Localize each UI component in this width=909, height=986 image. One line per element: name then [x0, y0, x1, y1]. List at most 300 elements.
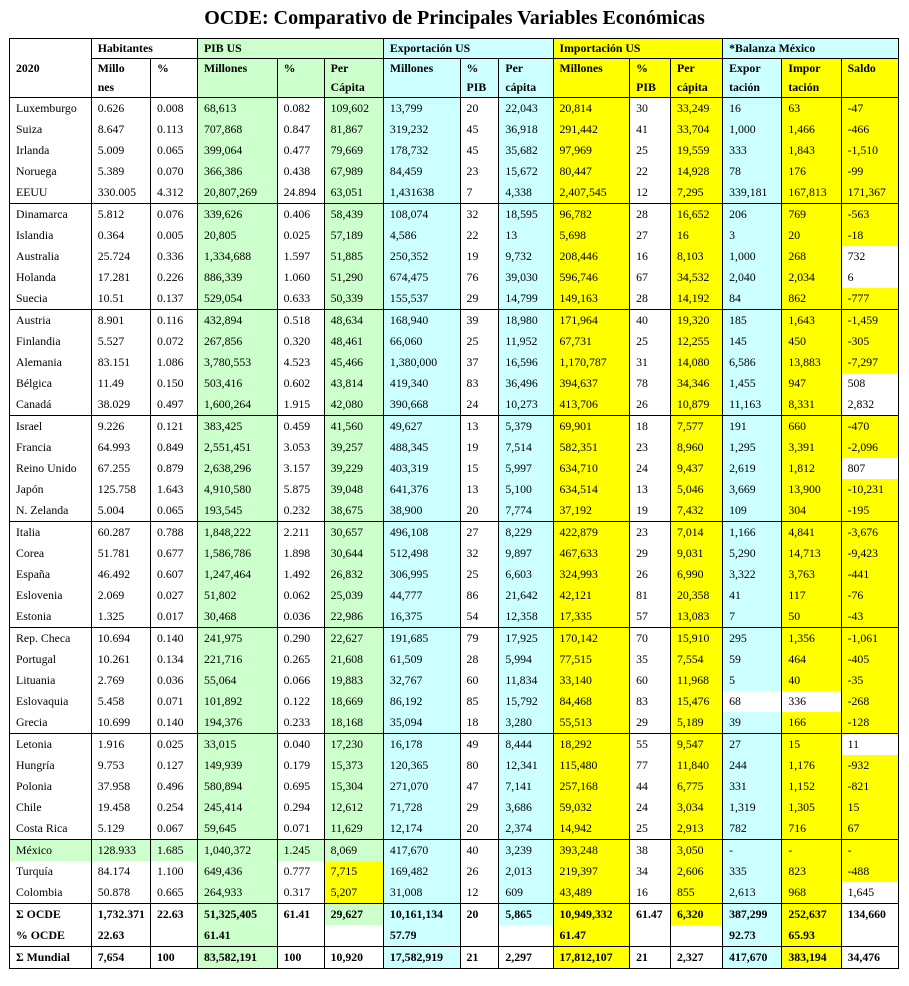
value-cell: 19.458: [91, 797, 150, 818]
value-cell: 11,629: [324, 818, 383, 840]
value-cell: 5,189: [671, 712, 723, 734]
value-cell: 128.933: [91, 840, 150, 862]
header-cell: [841, 78, 898, 98]
header-cell: PIB: [630, 78, 671, 98]
value-cell: 81: [630, 585, 671, 606]
value-cell: 37,192: [553, 500, 630, 522]
value-cell: 0.665: [150, 882, 197, 904]
header-cell: Per: [499, 59, 553, 79]
value-cell: 6,603: [499, 564, 553, 585]
value-cell: 170,142: [553, 628, 630, 650]
total-value: 17,812,107: [553, 947, 630, 969]
value-cell: 59: [723, 649, 782, 670]
total-value: 387,299: [723, 904, 782, 926]
value-cell: 80,447: [553, 161, 630, 182]
value-cell: 14,799: [499, 288, 553, 310]
value-cell: 8.901: [91, 310, 150, 332]
header-cell: Millo: [91, 59, 150, 79]
value-cell: 0.036: [277, 606, 324, 628]
value-cell: 10.261: [91, 649, 150, 670]
value-cell: 3,763: [782, 564, 841, 585]
total-value: [630, 925, 671, 947]
value-cell: 0.477: [277, 140, 324, 161]
value-cell: 7: [723, 606, 782, 628]
value-cell: 9.226: [91, 416, 150, 438]
value-cell: 862: [782, 288, 841, 310]
value-cell: 5: [723, 670, 782, 691]
value-cell: 68,613: [197, 98, 277, 120]
value-cell: 0.233: [277, 712, 324, 734]
value-cell: 5,046: [671, 479, 723, 500]
value-cell: 24: [460, 394, 499, 416]
country-cell: España: [10, 564, 92, 585]
country-cell: Israel: [10, 416, 92, 438]
value-cell: 0.879: [150, 458, 197, 479]
value-cell: 5.129: [91, 818, 150, 840]
value-cell: 264,933: [197, 882, 277, 904]
value-cell: 9.753: [91, 755, 150, 776]
value-cell: 120,365: [383, 755, 460, 776]
value-cell: 67,989: [324, 161, 383, 182]
value-cell: 7,577: [671, 416, 723, 438]
value-cell: 0.254: [150, 797, 197, 818]
value-cell: 0.062: [277, 585, 324, 606]
value-cell: 16: [723, 98, 782, 120]
value-cell: 7,715: [324, 861, 383, 882]
value-cell: 18,595: [499, 204, 553, 226]
value-cell: 14,942: [553, 818, 630, 840]
value-cell: 394,637: [553, 373, 630, 394]
country-cell: Suiza: [10, 119, 92, 140]
value-cell: 0.082: [277, 98, 324, 120]
value-cell: 171,964: [553, 310, 630, 332]
header-cell: %: [630, 59, 671, 79]
total-value: [277, 925, 324, 947]
value-cell: 166: [782, 712, 841, 734]
value-cell: 3,686: [499, 797, 553, 818]
country-cell: Japón: [10, 479, 92, 500]
value-cell: 45,466: [324, 352, 383, 373]
value-cell: 390,668: [383, 394, 460, 416]
value-cell: 0.788: [150, 522, 197, 544]
value-cell: 63,051: [324, 182, 383, 204]
table-row: [10, 267, 899, 288]
value-cell: 5.812: [91, 204, 150, 226]
value-cell: 86: [460, 585, 499, 606]
value-cell: 0.677: [150, 543, 197, 564]
header-cell: %: [460, 59, 499, 79]
header-cell: [277, 78, 324, 98]
table-row: [10, 797, 899, 818]
value-cell: 14,192: [671, 288, 723, 310]
total-value: 17,582,919: [383, 947, 460, 969]
total-value: [499, 925, 553, 947]
value-cell: 86,192: [383, 691, 460, 712]
value-cell: -76: [841, 585, 898, 606]
value-cell: -466: [841, 119, 898, 140]
value-cell: 3,322: [723, 564, 782, 585]
value-cell: 191: [723, 416, 782, 438]
value-cell: 155,537: [383, 288, 460, 310]
value-cell: -7,297: [841, 352, 898, 373]
header-cell: Millones: [553, 59, 630, 79]
value-cell: 33,704: [671, 119, 723, 140]
value-cell: 0.633: [277, 288, 324, 310]
total-value: 65.93: [782, 925, 841, 947]
value-cell: 8,229: [499, 522, 553, 544]
value-cell: 44,777: [383, 585, 460, 606]
value-cell: 11.49: [91, 373, 150, 394]
value-cell: 96,782: [553, 204, 630, 226]
table-row: [10, 649, 899, 670]
value-cell: 0.072: [150, 331, 197, 352]
value-cell: 108,074: [383, 204, 460, 226]
value-cell: 27: [460, 522, 499, 544]
total-value: 22.63: [91, 925, 150, 947]
value-cell: 36,496: [499, 373, 553, 394]
value-cell: 5,100: [499, 479, 553, 500]
value-cell: 1,334,688: [197, 246, 277, 267]
total-label: % OCDE: [10, 925, 92, 947]
total-value: 7,654: [91, 947, 150, 969]
value-cell: 0.122: [277, 691, 324, 712]
value-cell: 64.993: [91, 437, 150, 458]
value-cell: 35,094: [383, 712, 460, 734]
value-cell: 1,848,222: [197, 522, 277, 544]
value-cell: 24: [630, 797, 671, 818]
value-cell: 97,969: [553, 140, 630, 161]
value-cell: 43,814: [324, 373, 383, 394]
value-cell: 29: [460, 288, 499, 310]
value-cell: 782: [723, 818, 782, 840]
value-cell: -9,423: [841, 543, 898, 564]
value-cell: 45: [460, 119, 499, 140]
value-cell: 5,997: [499, 458, 553, 479]
value-cell: 3,280: [499, 712, 553, 734]
value-cell: 28: [630, 288, 671, 310]
value-cell: 3,050: [671, 840, 723, 862]
value-cell: 30: [630, 98, 671, 120]
value-cell: -563: [841, 204, 898, 226]
value-cell: 1,586,786: [197, 543, 277, 564]
value-cell: 29: [460, 797, 499, 818]
value-cell: 1,040,372: [197, 840, 277, 862]
value-cell: 115,480: [553, 755, 630, 776]
value-cell: 55: [630, 734, 671, 756]
value-cell: 0.036: [150, 670, 197, 691]
table-row: [10, 140, 899, 161]
value-cell: 17,230: [324, 734, 383, 756]
header-importacion: Importación US: [553, 39, 723, 59]
value-cell: 0.626: [91, 98, 150, 120]
total-value: 61.41: [277, 904, 324, 926]
value-cell: 5.004: [91, 500, 150, 522]
value-cell: 31: [630, 352, 671, 373]
total-value: [671, 925, 723, 947]
total-value: 2,297: [499, 947, 553, 969]
total-value: 100: [150, 947, 197, 969]
page-title: OCDE: Comparativo de Principales Variables Económicas: [204, 7, 705, 29]
value-cell: 0.497: [150, 394, 197, 416]
value-cell: 0.070: [150, 161, 197, 182]
value-cell: 1,170,787: [553, 352, 630, 373]
value-cell: 339,626: [197, 204, 277, 226]
value-cell: 193,545: [197, 500, 277, 522]
total-value: 61.47: [630, 904, 671, 926]
value-cell: 42,080: [324, 394, 383, 416]
value-cell: 1,843: [782, 140, 841, 161]
country-cell: Chile: [10, 797, 92, 818]
value-cell: 331: [723, 776, 782, 797]
value-cell: 660: [782, 416, 841, 438]
country-cell: Corea: [10, 543, 92, 564]
table-row: [10, 585, 899, 606]
table-row: [10, 416, 899, 438]
value-cell: 512,498: [383, 543, 460, 564]
value-cell: 3.053: [277, 437, 324, 458]
value-cell: 0.317: [277, 882, 324, 904]
total-value: 383,194: [782, 947, 841, 969]
value-cell: 807: [841, 458, 898, 479]
value-cell: 17,925: [499, 628, 553, 650]
value-cell: 22,986: [324, 606, 383, 628]
country-cell: Portugal: [10, 649, 92, 670]
value-cell: 12,358: [499, 606, 553, 628]
value-cell: 1,295: [723, 437, 782, 458]
value-cell: 6: [841, 267, 898, 288]
value-cell: 63: [782, 98, 841, 120]
table-row: [10, 119, 899, 140]
value-cell: 2,013: [499, 861, 553, 882]
value-cell: 48,634: [324, 310, 383, 332]
value-cell: -1,510: [841, 140, 898, 161]
value-cell: 1,812: [782, 458, 841, 479]
value-cell: 0.232: [277, 500, 324, 522]
value-cell: -10,231: [841, 479, 898, 500]
value-cell: 37.958: [91, 776, 150, 797]
value-cell: 968: [782, 882, 841, 904]
value-cell: 304: [782, 500, 841, 522]
total-value: 57.79: [383, 925, 460, 947]
total-value: [324, 925, 383, 947]
value-cell: 2,619: [723, 458, 782, 479]
value-cell: 947: [782, 373, 841, 394]
value-cell: 13: [499, 225, 553, 246]
value-cell: 0.320: [277, 331, 324, 352]
value-cell: 716: [782, 818, 841, 840]
value-cell: 26,832: [324, 564, 383, 585]
value-cell: 1.325: [91, 606, 150, 628]
value-cell: 0.496: [150, 776, 197, 797]
header-cell: Cápita: [324, 78, 383, 98]
value-cell: 50,339: [324, 288, 383, 310]
table-row: [10, 712, 899, 734]
value-cell: 4.523: [277, 352, 324, 373]
value-cell: 422,879: [553, 522, 630, 544]
value-cell: 125.758: [91, 479, 150, 500]
value-cell: 0.265: [277, 649, 324, 670]
value-cell: 25,039: [324, 585, 383, 606]
value-cell: 40: [460, 840, 499, 862]
value-cell: 219,397: [553, 861, 630, 882]
value-cell: 4,910,580: [197, 479, 277, 500]
value-cell: 2,040: [723, 267, 782, 288]
value-cell: 529,054: [197, 288, 277, 310]
value-cell: -128: [841, 712, 898, 734]
value-cell: 18,292: [553, 734, 630, 756]
value-cell: 16: [630, 246, 671, 267]
value-cell: 21,608: [324, 649, 383, 670]
value-cell: 19: [460, 246, 499, 267]
value-cell: 41: [723, 585, 782, 606]
value-cell: 324,993: [553, 564, 630, 585]
value-cell: 0.008: [150, 98, 197, 120]
value-cell: 5,379: [499, 416, 553, 438]
header-cell: %: [150, 59, 197, 79]
value-cell: 67.255: [91, 458, 150, 479]
total-row: [10, 904, 899, 926]
value-cell: 35,682: [499, 140, 553, 161]
value-cell: 49: [460, 734, 499, 756]
value-cell: 145: [723, 331, 782, 352]
header-habitantes: Habitantes: [91, 39, 197, 59]
value-cell: 366,386: [197, 161, 277, 182]
value-cell: 13: [630, 479, 671, 500]
country-cell: Costa Rica: [10, 818, 92, 840]
value-cell: 18,980: [499, 310, 553, 332]
table-row: [10, 288, 899, 310]
value-cell: 339,181: [723, 182, 782, 204]
country-cell: México: [10, 840, 92, 862]
value-cell: 1.100: [150, 861, 197, 882]
value-cell: 20,358: [671, 585, 723, 606]
value-cell: 0.518: [277, 310, 324, 332]
value-cell: 33,249: [671, 98, 723, 120]
value-cell: 769: [782, 204, 841, 226]
value-cell: 149,939: [197, 755, 277, 776]
value-cell: 39,030: [499, 267, 553, 288]
value-cell: 20: [460, 98, 499, 120]
value-cell: 57,189: [324, 225, 383, 246]
value-cell: -405: [841, 649, 898, 670]
value-cell: 4,841: [782, 522, 841, 544]
value-cell: 11: [841, 734, 898, 756]
country-cell: Alemania: [10, 352, 92, 373]
value-cell: 84.174: [91, 861, 150, 882]
value-cell: 47: [460, 776, 499, 797]
value-cell: 2,034: [782, 267, 841, 288]
value-cell: 16,652: [671, 204, 723, 226]
value-cell: 77: [630, 755, 671, 776]
value-cell: 1,152: [782, 776, 841, 797]
total-value: 34,476: [841, 947, 898, 969]
value-cell: 43,489: [553, 882, 630, 904]
value-cell: 70: [630, 628, 671, 650]
value-cell: 171,367: [841, 182, 898, 204]
value-cell: 46.492: [91, 564, 150, 585]
value-cell: 3,780,553: [197, 352, 277, 373]
total-value: 83,582,191: [197, 947, 277, 969]
value-cell: 9,732: [499, 246, 553, 267]
value-cell: 0.140: [150, 712, 197, 734]
value-cell: 12,612: [324, 797, 383, 818]
value-cell: 32: [460, 543, 499, 564]
country-cell: Bélgica: [10, 373, 92, 394]
country-cell: Irlanda: [10, 140, 92, 161]
value-cell: 30,468: [197, 606, 277, 628]
value-cell: 49,627: [383, 416, 460, 438]
total-value: [150, 925, 197, 947]
value-cell: -35: [841, 670, 898, 691]
country-cell: Grecia: [10, 712, 92, 734]
value-cell: -3,676: [841, 522, 898, 544]
table-row: [10, 225, 899, 246]
value-cell: 36,918: [499, 119, 553, 140]
value-cell: 40: [630, 310, 671, 332]
value-cell: 55,064: [197, 670, 277, 691]
country-cell: Lituania: [10, 670, 92, 691]
value-cell: 17,335: [553, 606, 630, 628]
total-value: 92.73: [723, 925, 782, 947]
value-cell: 23: [630, 522, 671, 544]
value-cell: 1,643: [782, 310, 841, 332]
value-cell: 22,043: [499, 98, 553, 120]
header-cell: [383, 78, 460, 98]
table-row: [10, 606, 899, 628]
value-cell: 9,897: [499, 543, 553, 564]
value-cell: 1,247,464: [197, 564, 277, 585]
value-cell: 20,814: [553, 98, 630, 120]
value-cell: 32,767: [383, 670, 460, 691]
value-cell: 0.066: [277, 670, 324, 691]
value-cell: 34,346: [671, 373, 723, 394]
value-cell: 295: [723, 628, 782, 650]
value-cell: 16: [671, 225, 723, 246]
value-cell: 39: [723, 712, 782, 734]
value-cell: 67: [630, 267, 671, 288]
value-cell: 7,295: [671, 182, 723, 204]
value-cell: 0.438: [277, 161, 324, 182]
value-cell: 41,560: [324, 416, 383, 438]
value-cell: 0.849: [150, 437, 197, 458]
value-cell: 886,339: [197, 267, 277, 288]
table-row: [10, 331, 899, 352]
value-cell: 58,439: [324, 204, 383, 226]
header-cell: Expor: [723, 59, 782, 79]
value-cell: 18,669: [324, 691, 383, 712]
value-cell: 20: [460, 818, 499, 840]
table-row: [10, 882, 899, 904]
value-cell: 0.695: [277, 776, 324, 797]
header-cell: cápita: [499, 78, 553, 98]
value-cell: 488,345: [383, 437, 460, 458]
total-value: 10,920: [324, 947, 383, 969]
value-cell: 18,168: [324, 712, 383, 734]
value-cell: 25: [460, 331, 499, 352]
value-cell: 11,840: [671, 755, 723, 776]
value-cell: 60.287: [91, 522, 150, 544]
value-cell: 271,070: [383, 776, 460, 797]
value-cell: 13,883: [782, 352, 841, 373]
table-row: [10, 776, 899, 797]
total-value: 51,325,405: [197, 904, 277, 926]
value-cell: 18: [460, 712, 499, 734]
header-cell: Millones: [197, 59, 277, 79]
value-cell: 1,466: [782, 119, 841, 140]
value-cell: 23: [460, 161, 499, 182]
header-cell: Impor: [782, 59, 841, 79]
value-cell: 2,832: [841, 394, 898, 416]
